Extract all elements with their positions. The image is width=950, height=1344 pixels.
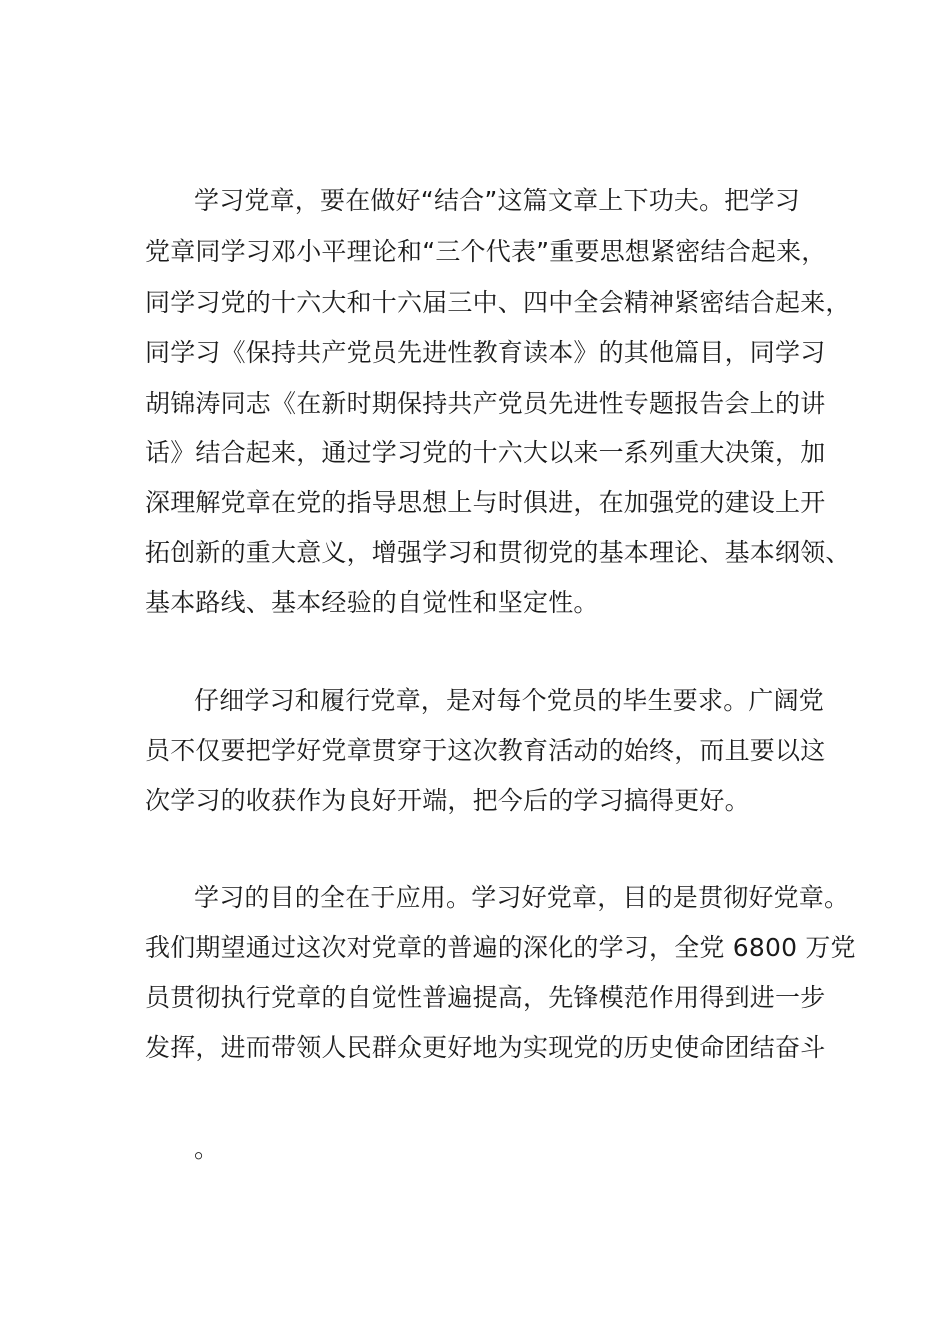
paragraph-line: 员贯彻执行党章的自觉性普遍提高，先锋模范作用得到进一步 xyxy=(145,983,826,1012)
paragraph-line: 同学习党的十六大和十六届三中、四中全会精神紧密结合起来， xyxy=(145,288,851,317)
paragraph-line: 学习党章，要在做好“结合”这篇文章上下功夫。把学习 xyxy=(194,186,800,215)
paragraph-line: 胡锦涛同志《在新时期保持共产党员先进性专题报告会上的讲 xyxy=(145,389,826,418)
paragraph-line: 话》结合起来，通过学习党的十六大以来一系列重大决策，加 xyxy=(145,438,826,467)
paragraph-line: 仔细学习和履行党章，是对每个党员的毕生要求。广阔党 xyxy=(194,686,825,715)
paragraph-line: 深理解党章在党的指导思想上与时俱进，在加强党的建设上开 xyxy=(145,488,826,517)
paragraph-line: 同学习《保持共产党员先进性教育读本》的其他篇目，同学习 xyxy=(145,338,826,367)
paragraph-line: 。 xyxy=(194,1134,220,1163)
paragraph-line: 发挥，进而带领人民群众更好地为实现党的历史使命团结奋斗 xyxy=(145,1033,826,1062)
paragraph-line: 我们期望通过这次对党章的普遍的深化的学习，全党 6800 万党 xyxy=(145,933,856,962)
paragraph-line: 次学习的收获作为良好开端，把今后的学习搞得更好。 xyxy=(145,786,750,815)
paragraph-line: 拓创新的重大意义，增强学习和贯彻党的基本理论、基本纲领、 xyxy=(145,538,851,567)
paragraph-line: 员不仅要把学好党章贯穿于这次教育活动的始终，而且要以这 xyxy=(145,736,826,765)
paragraph-line: 基本路线、基本经验的自觉性和坚定性。 xyxy=(145,588,599,617)
paragraph-line: 学习的目的全在于应用。学习好党章，目的是贯彻好党章。 xyxy=(194,883,850,912)
paragraph-line: 党章同学习邓小平理论和“三个代表”重要思想紧密结合起来， xyxy=(145,237,827,266)
